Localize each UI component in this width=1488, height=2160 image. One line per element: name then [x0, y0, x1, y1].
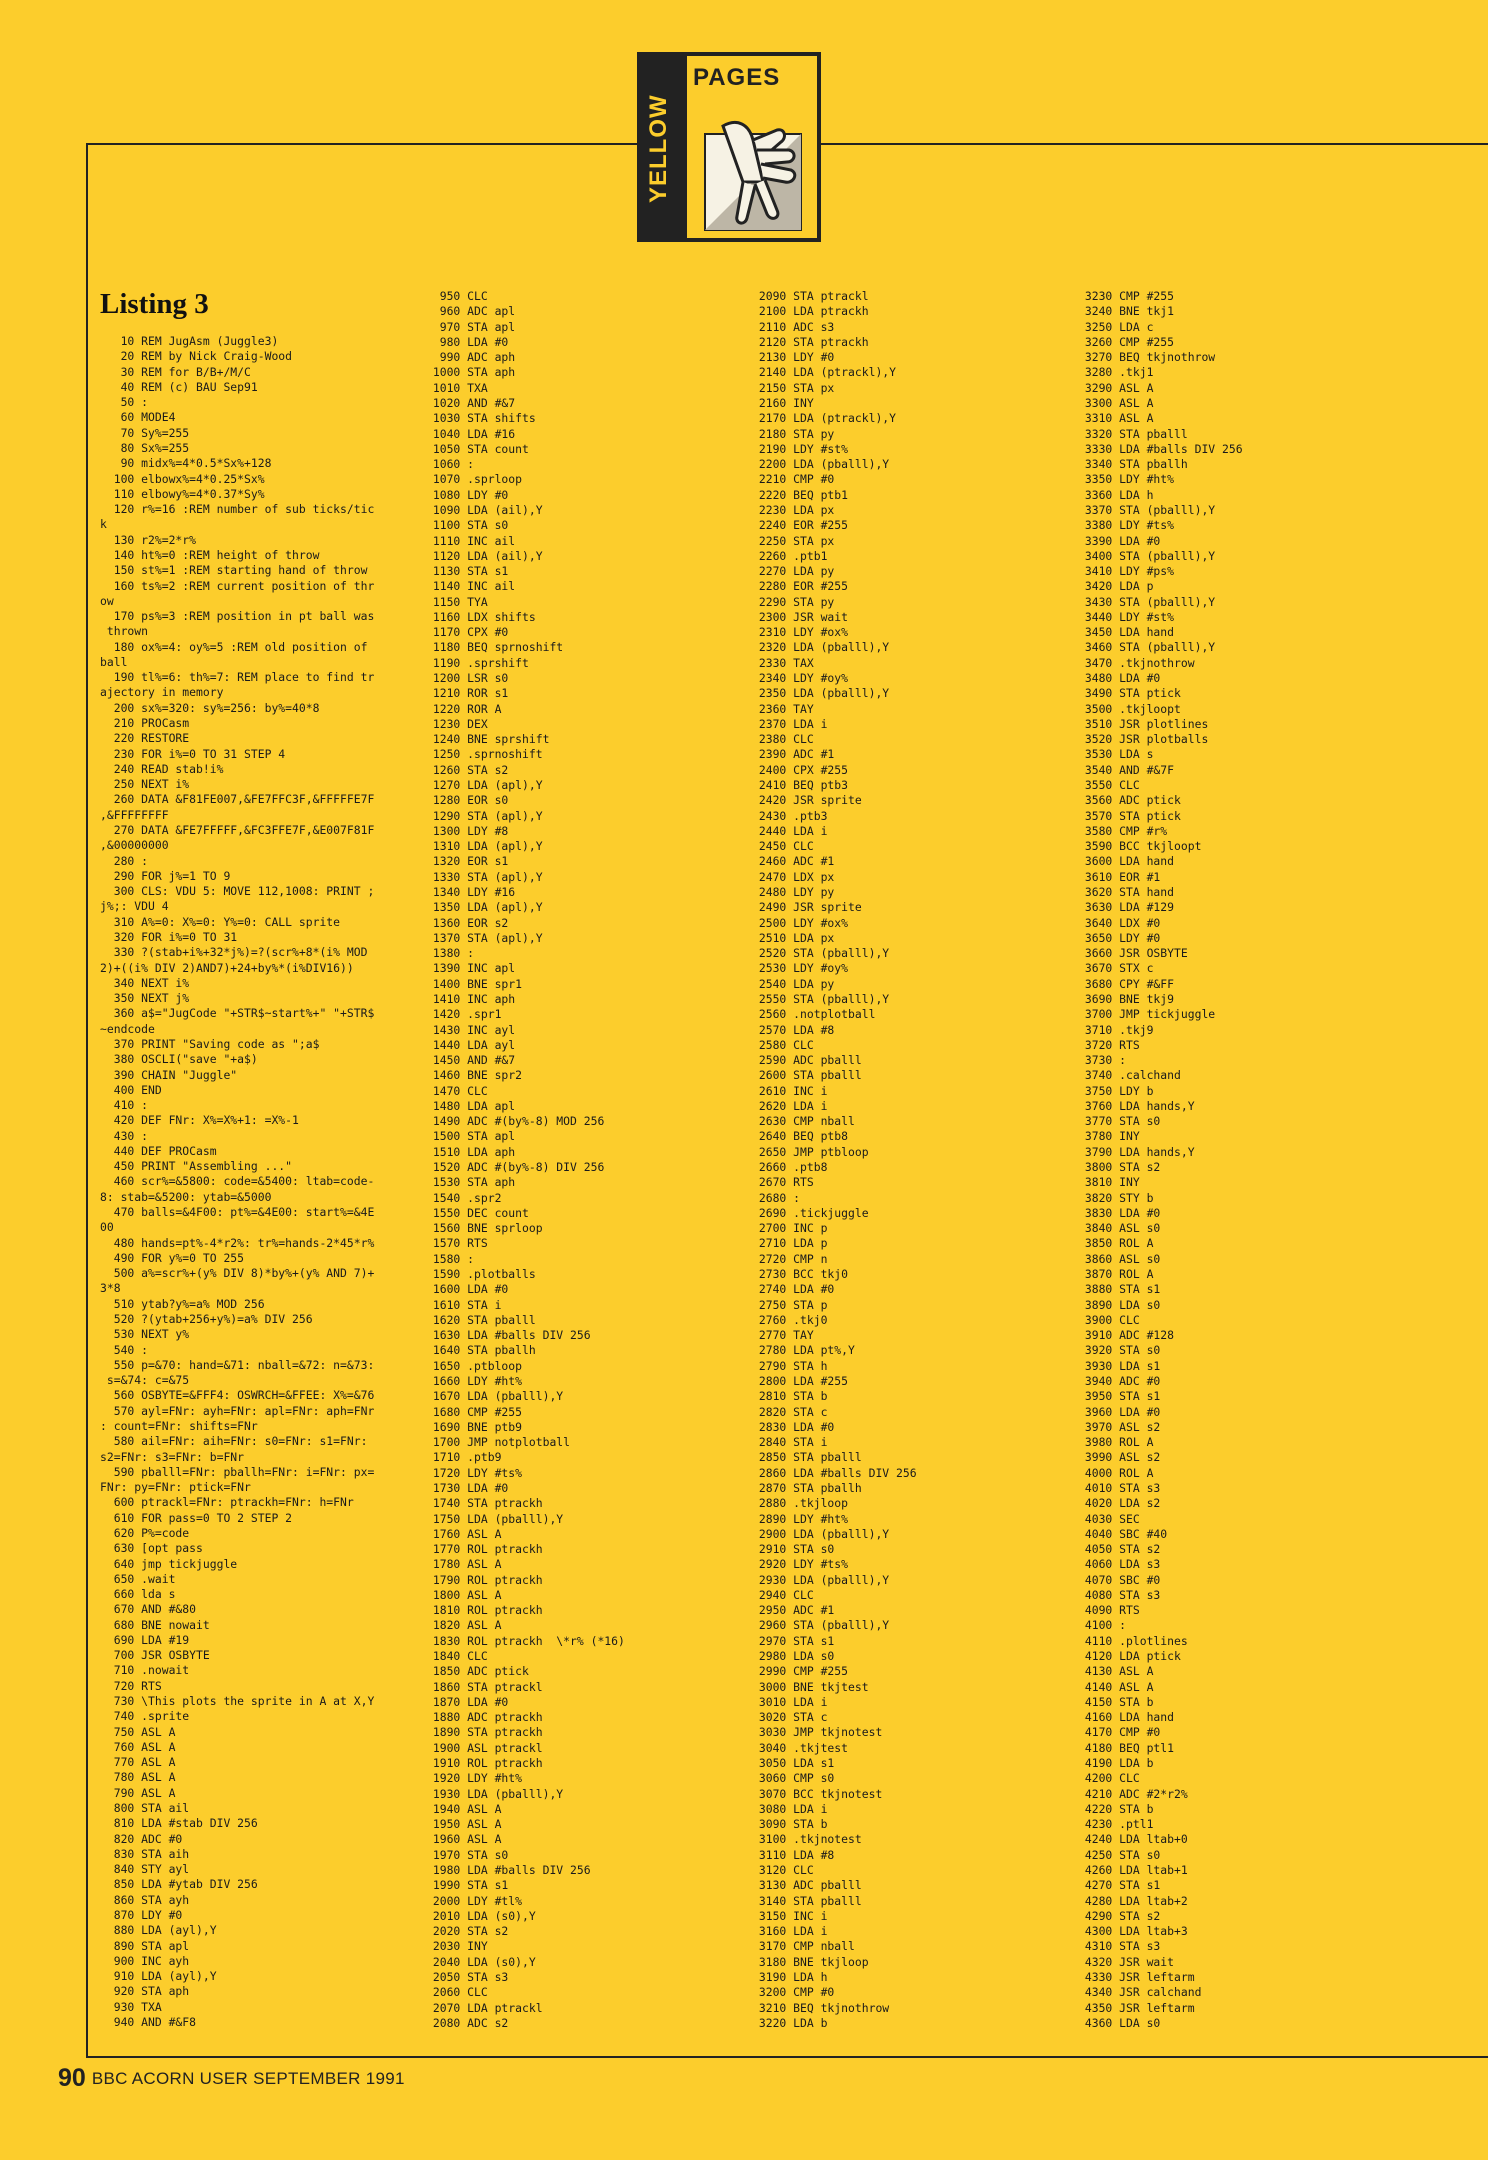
- code-column-1: 10 REM JugAsm (Juggle3) 20 REM by Nick Craig-Wood 30 REM for B/B+/M/C 40 REM (c) BAU Sep91 50 : 60 MODE4 70 Sy%=255 80 Sx%=255 90 midx%=4*0.5*Sx%+128 100 elbowx%=4*0.25*Sx% 110 elbowy%=4*0.37*Sy% 120 r%=16 :REM number of sub ticks/tic k 130 r2%=2*r% 140 ht%=0 :REM height of throw 150 st%=1 :REM starting hand of throw 160 ts%=2 :REM current position of thr ow 170 ps%=3 :REM position in pt ball was thrown 180 ox%=4: oy%=5 :REM old position of ball 190 tl%=6: th%=7: REM place to find tr ajectory in memory 200 sx%=320: sy%=256: by%=40*8 210 PROCasm 220 RESTORE 230 FOR i%=0 TO 31 STEP 4 240 READ stab!i% 250 NEXT i% 260 DATA &F81FE007,&FE7FFC3F,&FFFFFE7F ,&FFFFFFFF 270 DATA &FE7FFFFF,&FC3FFE7F,&E007F81F ,&00000000 280 : 290 FOR j%=1 TO 9 300 CLS: VDU 5: MOVE 112,1008: PRINT ; j%;: VDU 4 310 A%=0: X%=0: Y%=0: CALL sprite 320 FOR i%=0 TO 31 330 ?(stab+i%+32*j%)=?(scr%+8*(i% MOD 2)+((i% DIV 2)AND7)+24+by%*(i%DIV16)) 340 NEXT i% 350 NEXT j% 360 a$="JugCode "+STR$~start%+" "+STR$ ~endcode 370 PRINT "Saving code as ";a$ 380 OSCLI("save "+a$) 390 CHAIN "Juggle" 400 END 410 : 420 DEF FNr: X%=X%+1: =X%-1 430 : 440 DEF PROCasm 450 PRINT "Assembling ..." 460 scr%=&5800: code=&5400: ltab=code- 8: stab=&5200: ytab=&5000 470 balls=&4F00: pt%=&4E00: start%=&4E 00 480 hands=pt%-4*r2%: tr%=hands-2*45*r% 490 FOR y%=0 TO 255 500 a%=scr%+(y% DIV 8)*by%+(y% AND 7)+ 3*8 510 ytab?y%=a% MOD 256 520 ?(ytab+256+y%)=a% DIV 256 530 NEXT y% 540 : 550 p=&70: hand=&71: nball=&72: n=&73: s=&74: c=&75 560 OSBYTE=&FFF4: OSWRCH=&FFEE: X%=&76 570 ayl=FNr: ayh=FNr: apl=FNr: aph=FNr : count=FNr: shifts=FNr 580 ail=FNr: aih=FNr: s0=FNr: s1=FNr: s2=FNr: s3=FNr: b=FNr 590 pballl=FNr: pballh=FNr: i=FNr: px= FNr: py=FNr: ptick=FNr 600 ptrackl=FNr: ptrackh=FNr: h=FNr 610 FOR pass=0 TO 2 STEP 2 620 P%=code 630 [opt pass 640 jmp tickjuggle 650 .wait 660 lda s 670 AND #&80 680 BNE nowait 690 LDA #19 700 JSR OSBYTE 710 .nowait 720 RTS 730 \This plots the sprite in A at X,Y 740 .sprite 750 ASL A 760 ASL A 770 ASL A 780 ASL A 790 ASL A 800 STA ail 810 LDA #stab DIV 256 820 ADC #0 830 STA aih 840 STY ayl 850 LDA #ytab DIV 256 860 STA ayh 870 LDY #0 880 LDA (ayl),Y 890 STA apl 900 INC ayh 910 LDA (ayl),Y 920 STA aph 930 TXA 940 AND #&F8: [100, 334, 375, 2029]
- bottom-rule: [86, 2056, 1488, 2058]
- yellow-pages-logo: [637, 52, 821, 242]
- logo-pages-text: PAGES: [693, 64, 781, 91]
- magazine-issue: BBC ACORN USER SEPTEMBER 1991: [91, 2068, 405, 2088]
- listing-title: Listing 3: [100, 288, 209, 320]
- page-footer: [58, 2064, 405, 2093]
- code-column-2: 950 CLC 960 ADC apl 970 STA apl 980 LDA #0 990 ADC aph 1000 STA aph 1010 TXA 1020 AND #&7 1030 STA shifts 1040 LDA #16 1050 STA count 1060 : 1070 .sprloop 1080 LDY #0 1090 LDA (ail),Y 1100 STA s0 1110 INC ail 1120 LDA (ail),Y 1130 STA s1 1140 INC ail 1150 TYA 1160 LDX shifts 1170 CPX #0 1180 BEQ sprnoshift 1190 .sprshift 1200 LSR s0 1210 ROR s1 1220 ROR A 1230 DEX 1240 BNE sprshift 1250 .sprnoshift 1260 STA s2 1270 LDA (apl),Y 1280 EOR s0 1290 STA (apl),Y 1300 LDY #8 1310 LDA (apl),Y 1320 EOR s1 1330 STA (apl),Y 1340 LDY #16 1350 LDA (apl),Y 1360 EOR s2 1370 STA (apl),Y 1380 : 1390 INC apl 1400 BNE spr1 1410 INC aph 1420 .spr1 1430 INC ayl 1440 LDA ayl 1450 AND #&7 1460 BNE spr2 1470 CLC 1480 LDA apl 1490 ADC #(by%-8) MOD 256 1500 STA apl 1510 LDA aph 1520 ADC #(by%-8) DIV 256 1530 STA aph 1540 .spr2 1550 DEC count 1560 BNE sprloop 1570 RTS 1580 : 1590 .plotballs 1600 LDA #0 1610 STA i 1620 STA pballl 1630 LDA #balls DIV 256 1640 STA pballh 1650 .ptbloop 1660 LDY #ht% 1670 LDA (pballl),Y 1680 CMP #255 1690 BNE ptb9 1700 JMP notplotball 1710 .ptb9 1720 LDY #ts% 1730 LDA #0 1740 STA ptrackh 1750 LDA (pballl),Y 1760 ASL A 1770 ROL ptrackh 1780 ASL A 1790 ROL ptrackh 1800 ASL A 1810 ROL ptrackh 1820 ASL A 1830 ROL ptrackh \*r% (*16) 1840 CLC 1850 ADC ptick 1860 STA ptrackl 1870 LDA #0 1880 ADC ptrackh 1890 STA ptrackh 1900 ASL ptrackl 1910 ROL ptrackh 1920 LDY #ht% 1930 LDA (pballl),Y 1940 ASL A 1950 ASL A 1960 ASL A 1970 STA s0 1980 LDA #balls DIV 256 1990 STA s1 2000 LDY #tl% 2010 LDA (s0),Y 2020 STA s2 2030 INY 2040 LDA (s0),Y 2050 STA s3 2060 CLC 2070 LDA ptrackl 2080 ADC s2: [432, 289, 625, 2030]
- logo-yellow-text: YELLOW: [645, 94, 672, 204]
- code-column-4: 3230 CMP #255 3240 BNE tkj1 3250 LDA c 3260 CMP #255 3270 BEQ tkjnothrow 3280 .tkj1 3290 ASL A 3300 ASL A 3310 ASL A 3320 STA pballl 3330 LDA #balls DIV 256 3340 STA pballh 3350 LDY #ht% 3360 LDA h 3370 STA (pballl),Y 3380 LDY #ts% 3390 LDA #0 3400 STA (pballl),Y 3410 LDY #ps% 3420 LDA p 3430 STA (pballl),Y 3440 LDY #st% 3450 LDA hand 3460 STA (pballl),Y 3470 .tkjnothrow 3480 LDA #0 3490 STA ptick 3500 .tkjloopt 3510 JSR plotlines 3520 JSR plotballs 3530 LDA s 3540 AND #&7F 3550 CLC 3560 ADC ptick 3570 STA ptick 3580 CMP #r% 3590 BCC tkjloopt 3600 LDA hand 3610 EOR #1 3620 STA hand 3630 LDA #129 3640 LDX #0 3650 LDY #0 3660 JSR OSBYTE 3670 STX c 3680 CPY #&FF 3690 BNE tkj9 3700 JMP tickjuggle 3710 .tkj9 3720 RTS 3730 : 3740 .calchand 3750 LDY b 3760 LDA hands,Y 3770 STA s0 3780 INY 3790 LDA hands,Y 3800 STA s2 3810 INY 3820 STY b 3830 LDA #0 3840 ASL s0 3850 ROL A 3860 ASL s0 3870 ROL A 3880 STA s1 3890 LDA s0 3900 CLC 3910 ADC #128 3920 STA s0 3930 LDA s1 3940 ADC #0 3950 STA s1 3960 LDA #0 3970 ASL s2 3980 ROL A 3990 ASL s2 4000 ROL A 4010 STA s3 4020 LDA s2 4030 SEC 4040 SBC #40 4050 STA s2 4060 LDA s3 4070 SBC #0 4080 STA s3 4090 RTS 4100 : 4110 .plotlines 4120 LDA ptick 4130 ASL A 4140 ASL A 4150 STA b 4160 LDA hand 4170 CMP #0 4180 BEQ ptl1 4190 LDA b 4200 CLC 4210 ADC #2*r2% 4220 STA b 4230 .ptl1 4240 LDA ltab+0 4250 STA s0 4260 LDA ltab+1 4270 STA s1 4280 LDA ltab+2 4290 STA s2 4300 LDA ltab+3 4310 STA s3 4320 JSR wait 4330 JSR leftarm 4340 JSR calchand 4350 JSR leftarm 4360 LDA s0: [1084, 289, 1243, 2030]
- code-column-3: 2090 STA ptrackl 2100 LDA ptrackh 2110 ADC s3 2120 STA ptrackh 2130 LDY #0 2140 LDA (ptrackl),Y 2150 STA px 2160 INY 2170 LDA (ptrackl),Y 2180 STA py 2190 LDY #st% 2200 LDA (pballl),Y 2210 CMP #0 2220 BEQ ptb1 2230 LDA px 2240 EOR #255 2250 STA px 2260 .ptb1 2270 LDA py 2280 EOR #255 2290 STA py 2300 JSR wait 2310 LDY #ox% 2320 LDA (pballl),Y 2330 TAX 2340 LDY #oy% 2350 LDA (pballl),Y 2360 TAY 2370 LDA i 2380 CLC 2390 ADC #1 2400 CPX #255 2410 BEQ ptb3 2420 JSR sprite 2430 .ptb3 2440 LDA i 2450 CLC 2460 ADC #1 2470 LDX px 2480 LDY py 2490 JSR sprite 2500 LDY #ox% 2510 LDA px 2520 STA (pballl),Y 2530 LDY #oy% 2540 LDA py 2550 STA (pballl),Y 2560 .notplotball 2570 LDA #8 2580 CLC 2590 ADC pballl 2600 STA pballl 2610 INC i 2620 LDA i 2630 CMP nball 2640 BEQ ptb8 2650 JMP ptbloop 2660 .ptb8 2670 RTS 2680 : 2690 .tickjuggle 2700 INC p 2710 LDA p 2720 CMP n 2730 BCC tkj0 2740 LDA #0 2750 STA p 2760 .tkj0 2770 TAY 2780 LDA pt%,Y 2790 STA h 2800 LDA #255 2810 STA b 2820 STA c 2830 LDA #0 2840 STA i 2850 STA pballl 2860 LDA #balls DIV 256 2870 STA pballh 2880 .tkjloop 2890 LDY #ht% 2900 LDA (pballl),Y 2910 STA s0 2920 LDY #ts% 2930 LDA (pballl),Y 2940 CLC 2950 ADC #1 2960 STA (pballl),Y 2970 STA s1 2980 LDA s0 2990 CMP #255 3000 BNE tkjtest 3010 LDA i 3020 STA c 3030 JMP tkjnotest 3040 .tkjtest 3050 LDA s1 3060 CMP s0 3070 BCC tkjnotest 3080 LDA i 3090 STA b 3100 .tkjnotest 3110 LDA #8 3120 CLC 3130 ADC pballl 3140 STA pballl 3150 INC i 3160 LDA i 3170 CMP nball 3180 BNE tkjloop 3190 LDA h 3200 CMP #0 3210 BEQ tkjnothrow 3220 LDA b: [758, 289, 917, 2030]
- page-number: 90: [58, 2064, 86, 2092]
- left-rule: [86, 143, 88, 2058]
- walking-fingers-icon: [693, 96, 813, 234]
